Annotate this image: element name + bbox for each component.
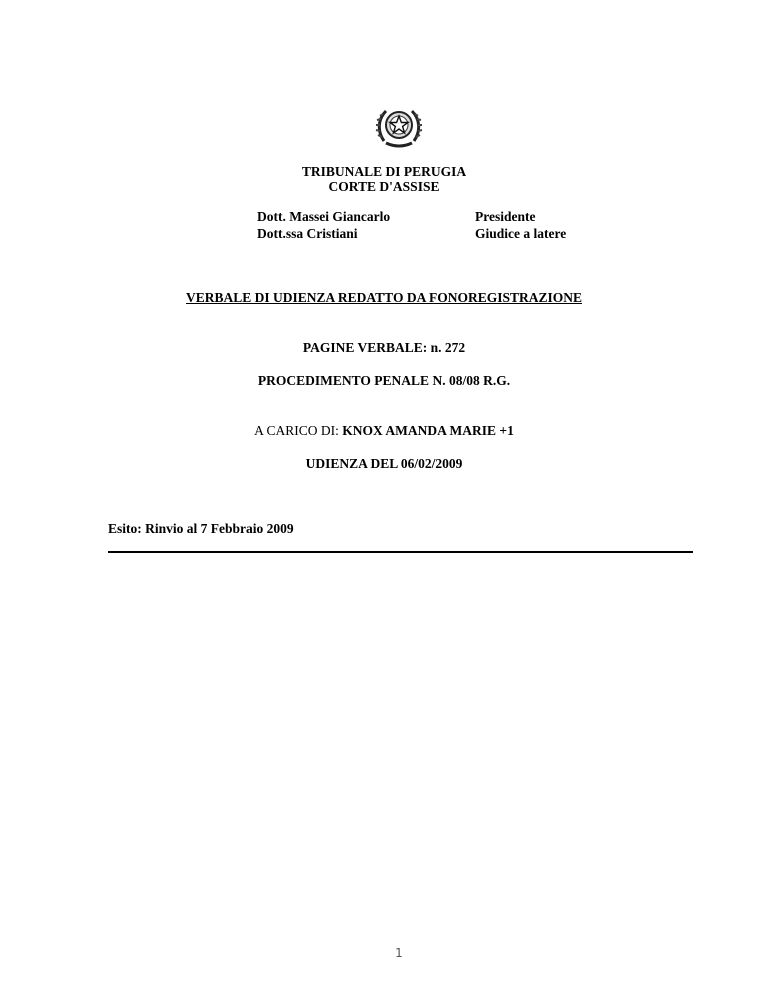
court-name: TRIBUNALE DI PERUGIA	[301, 164, 467, 179]
court-section: CORTE D'ASSISE	[328, 179, 440, 194]
italian-republic-emblem-icon	[374, 101, 424, 151]
page-number: 1	[395, 946, 403, 960]
charge-line	[0, 423, 768, 439]
judge-role-1: Presidente	[475, 209, 536, 224]
charge-prefix: A CARICO DI:	[254, 423, 343, 438]
judge-name-1: Dott. Massei Giancarlo	[257, 209, 391, 224]
hearing-date: UDIENZA DEL 06/02/2009	[305, 456, 463, 471]
pages-count: PAGINE VERBALE: n. 272	[302, 340, 466, 355]
outcome: Esito: Rinvio al 7 Febbraio 2009	[108, 521, 294, 536]
judge-name-2: Dott.ssa Cristiani	[257, 226, 358, 241]
document-heading: VERBALE DI UDIENZA REDATTO DA FONOREGISTRAZIONE	[186, 290, 582, 305]
judge-role-2: Giudice a latere	[475, 226, 567, 241]
divider-rule	[108, 551, 693, 553]
proceeding-number: PROCEDIMENTO PENALE N. 08/08 R.G.	[257, 373, 511, 388]
charge-name: KNOX AMANDA MARIE +1	[342, 423, 514, 438]
